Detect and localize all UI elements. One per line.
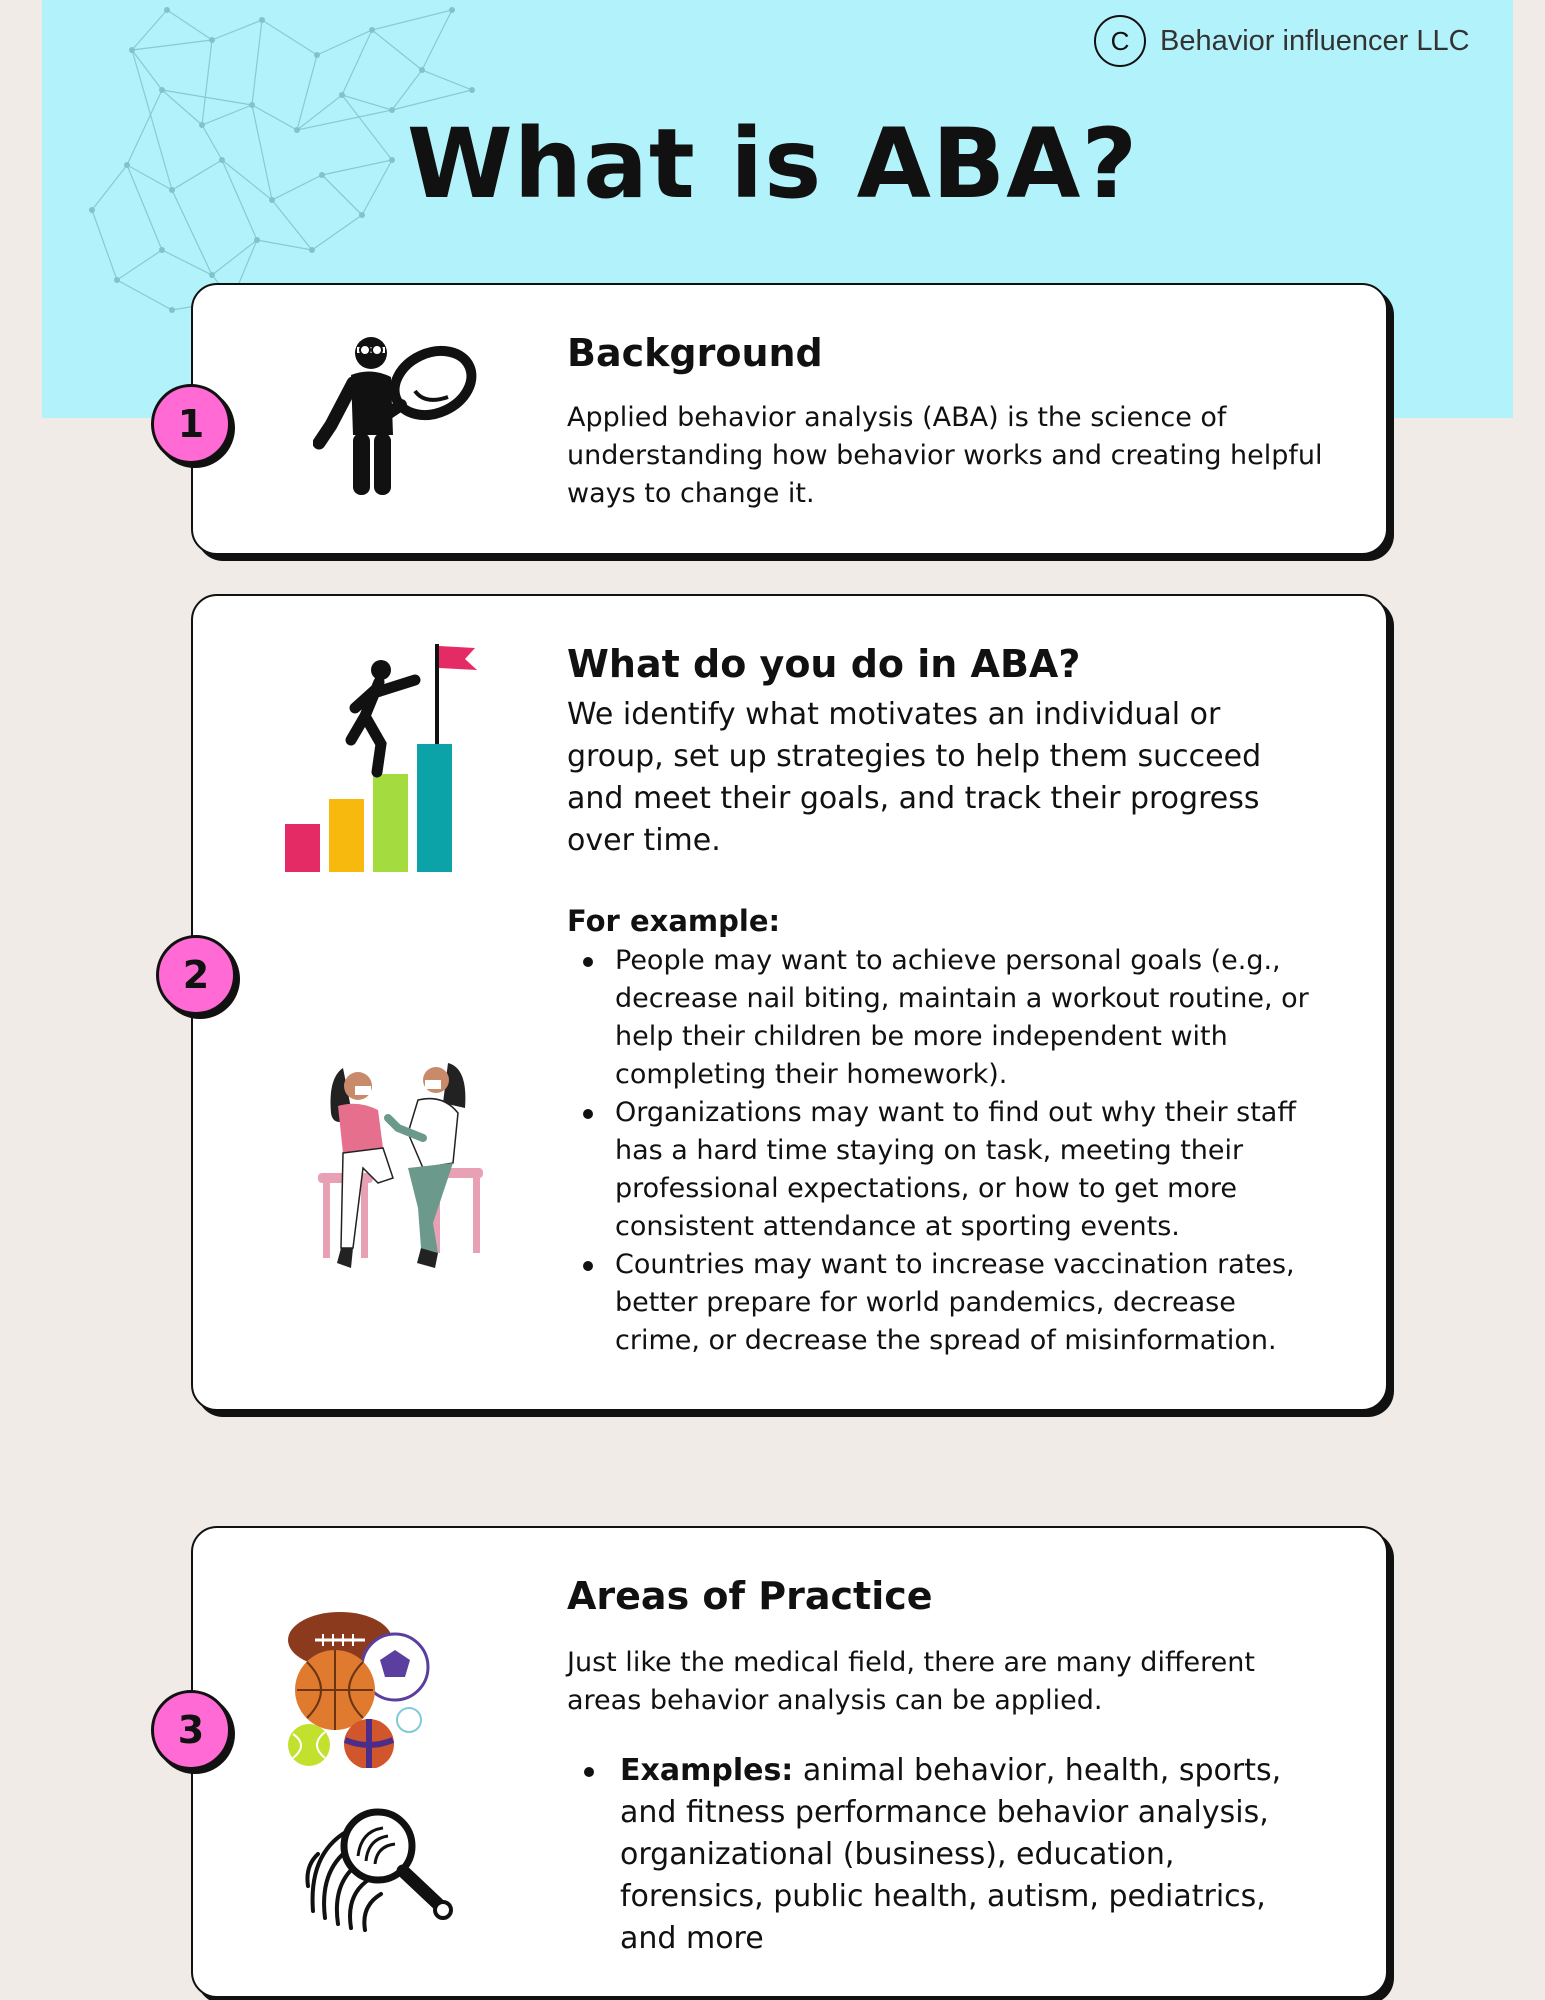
vaccination-illustration (313, 1058, 493, 1278)
section-title-background: Background (567, 331, 823, 375)
section-title-areas-of-practice: Areas of Practice (567, 1574, 933, 1618)
areas-of-practice-body: Just like the medical field, there are many different areas behavior analysis can be applied. (567, 1647, 1255, 1716)
example-heading: For example: (567, 904, 781, 938)
fingerprint-search-icon (303, 1806, 463, 1936)
copyright-icon: C (1094, 15, 1146, 67)
page-title: What is ABA? (406, 108, 1139, 220)
section-number-badge: 1 (151, 384, 231, 464)
list-item (567, 1750, 1326, 1960)
section-title-what-do-you-do: What do you do in ABA? (567, 642, 1081, 686)
what-do-you-do-card (191, 594, 1388, 1411)
examples-list (567, 1750, 1326, 1960)
background-card (191, 283, 1388, 555)
examples-text: animal behavior, health, sports, and fitness performance behavior analysis, organizational (business), education, forensics, public health, autism, pediatrics, and more (620, 1753, 1282, 1956)
examples-label: Examples: (620, 1753, 794, 1788)
areas-of-practice-card (191, 1526, 1388, 1998)
brand-header (1094, 14, 1470, 68)
list-item: Countries may want to increase vaccination rates, better prepare for world pandemics, decrease crime, or decrease the spread of misinformation. (567, 1246, 1326, 1360)
what-do-you-do-body: We identify what motivates an individual or group, set up strategies to help them succeed and meet their goals, and track their progress over time. (567, 697, 1262, 858)
list-item: Organizations may want to find out why their staff has a hard time staying on task, meeting their professional expectations, or how to get more consistent attendance at sporting events. (567, 1094, 1326, 1246)
brand-name: Behavior influencer LLC (1160, 24, 1470, 57)
section-number-badge: 2 (156, 935, 236, 1015)
list-item: People may want to achieve personal goals (e.g., decrease nail biting, maintain a workout routine, or help their children be more independent with completing their homework). (567, 942, 1326, 1094)
magnifying-glass-person-icon (313, 335, 483, 505)
section-number-badge: 3 (151, 1690, 231, 1770)
example-list (567, 942, 1326, 1360)
goal-progress-icon (285, 644, 485, 872)
sports-balls-icon (285, 1610, 435, 1768)
background-body: Applied behavior analysis (ABA) is the science of understanding how behavior works and creating helpful ways to change it. (567, 402, 1323, 509)
